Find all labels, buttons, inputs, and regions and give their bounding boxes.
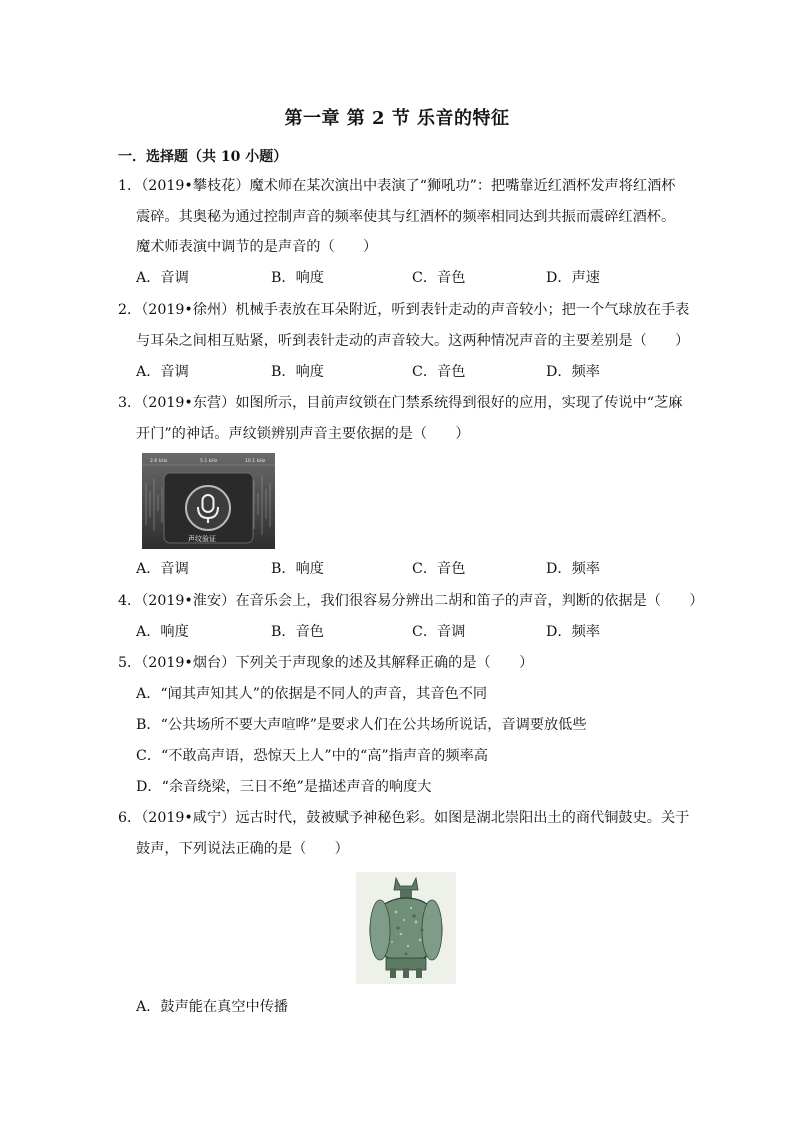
question-3-options bbox=[136, 559, 696, 579]
option-a[interactable]: A．音调 bbox=[136, 364, 189, 380]
option-c[interactable]: C．音色 bbox=[412, 270, 466, 286]
freq-label-3: 10.1 kHz bbox=[245, 459, 266, 464]
option-a[interactable]: A．“闻其声知其人”的依据是不同人的声音，其音色不同 bbox=[136, 686, 488, 702]
option-a[interactable]: A．鼓声能在真空中传播 bbox=[136, 999, 289, 1015]
bronze-drum-illustration bbox=[356, 872, 456, 984]
voiceprint-lock-image bbox=[142, 453, 275, 549]
page-title: 第一章 第 2 节 乐音的特征 bbox=[284, 108, 510, 129]
question-5-line-1: 5．（2019•烟台）下列关于声现象的述及其解释正确的是（ ） bbox=[118, 655, 534, 671]
freq-label-1: 2.6 kHz bbox=[150, 459, 168, 464]
option-a[interactable]: A．响度 bbox=[136, 624, 189, 640]
question-3-line-2: 开门”的神话。声纹锁辨别声音主要依据的是（ ） bbox=[136, 426, 470, 442]
option-d[interactable]: D．“余音绕梁，三日不绝”是描述声音的响度大 bbox=[136, 779, 432, 795]
question-4-line-1: 4．（2019•淮安）在音乐会上，我们很容易分辨出二胡和笛子的声音，判断的依据是（ ） bbox=[118, 593, 704, 609]
option-c[interactable]: C．音色 bbox=[412, 561, 466, 577]
question-1-line-1: 1．（2019•攀枝花）魔术师在某次演出中表演了“狮吼功”：把嘴靠近红酒杯发声将红酒杯 bbox=[118, 178, 676, 194]
question-1-options bbox=[136, 268, 696, 288]
option-a[interactable]: A．音调 bbox=[136, 270, 189, 286]
voiceprint-illustration bbox=[142, 453, 275, 549]
option-c[interactable]: C．“不敢高声语，恐惊天上人”中的“高”指声音的频率高 bbox=[136, 748, 488, 764]
option-d[interactable]: D．频率 bbox=[546, 561, 600, 577]
question-6-line-2: 鼓声，下列说法正确的是（ ） bbox=[136, 841, 349, 857]
option-b[interactable]: B．“公共场所不要大声喧哗”是要求人们在公共场所说话，音调要放低些 bbox=[136, 717, 587, 733]
question-3-line-1: 3．（2019•东营）如图所示，目前声纹锁在门禁系统得到很好的应用，实现了传说中“芝麻 bbox=[118, 395, 683, 411]
option-b[interactable]: B．响度 bbox=[271, 270, 324, 286]
question-1-line-2: 震碎。其奥秘为通过控制声音的频率使其与红酒杯的频率相同达到共振而震碎红酒杯。 bbox=[136, 209, 676, 225]
option-b[interactable]: B．响度 bbox=[271, 561, 324, 577]
section-heading: 一．选择题（共 10 小题） bbox=[118, 149, 288, 165]
option-c[interactable]: C．音调 bbox=[412, 624, 466, 640]
question-4-options bbox=[136, 622, 696, 642]
option-d[interactable]: D．频率 bbox=[546, 364, 600, 380]
voiceprint-caption: 声纹验证 bbox=[188, 535, 216, 543]
freq-label-2: 5.1 kHz bbox=[200, 459, 218, 464]
question-1-line-3: 魔术师表演中调节的是声音的（ ） bbox=[136, 239, 378, 255]
question-2-options bbox=[136, 362, 696, 382]
question-6-line-1: 6．（2019•咸宁）远古时代，鼓被赋予神秘色彩。如图是湖北崇阳出土的商代铜鼓史。关于 bbox=[118, 810, 690, 826]
option-c[interactable]: C．音色 bbox=[412, 364, 466, 380]
question-2-line-2: 与耳朵之间相互贴紧，听到表针走动的声音较大。这两种情况声音的主要差别是（ ） bbox=[136, 333, 690, 349]
option-d[interactable]: D．频率 bbox=[546, 624, 600, 640]
option-d[interactable]: D．声速 bbox=[546, 270, 600, 286]
question-2-line-1: 2．（2019•徐州）机械手表放在耳朵附近，听到表针走动的声音较小；把一个气球放在手表 bbox=[118, 302, 690, 318]
option-b[interactable]: B．音色 bbox=[271, 624, 324, 640]
option-b[interactable]: B．响度 bbox=[271, 364, 324, 380]
option-a[interactable]: A．音调 bbox=[136, 561, 189, 577]
bronze-drum-image bbox=[356, 872, 456, 984]
